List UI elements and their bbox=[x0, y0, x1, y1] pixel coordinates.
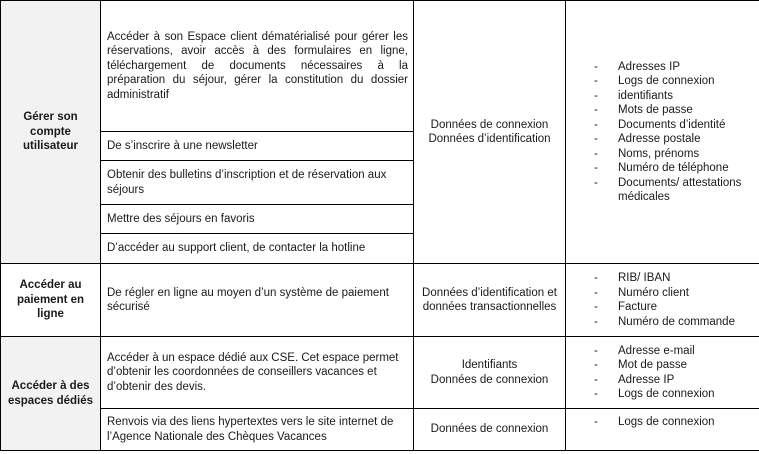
list-item: - Logs de connexion bbox=[594, 387, 759, 402]
data-category-cell: Identifiants Données de connexion bbox=[414, 337, 566, 409]
list-item: - Documents d’identité bbox=[594, 118, 759, 133]
activity-cell: De régler en ligne au moyen d’un système de paiement sécurisé bbox=[101, 264, 414, 337]
activity-cell: Mettre des séjours en favoris bbox=[101, 205, 414, 234]
table-row bbox=[1, 264, 759, 337]
data-items-list bbox=[566, 271, 759, 329]
list-item: - Documents/ attestations médicales bbox=[594, 176, 759, 205]
data-items-list bbox=[566, 344, 759, 402]
data-category-cell: Données de connexion bbox=[414, 409, 566, 451]
data-category-cell: Données d’identification et données transactionnelles bbox=[414, 264, 566, 337]
data-items-list bbox=[566, 415, 759, 430]
activity-cell: Accéder à son Espace client dématérialisé pour gérer les réservations, avoir accès à des formulaires en ligne, téléchargement de documents nécessaires à la préparation du séjour, gérer la constitution du dossier administratif bbox=[101, 1, 414, 132]
table-row bbox=[1, 1, 759, 132]
data-items-list bbox=[566, 60, 759, 205]
data-items-cell bbox=[566, 1, 759, 264]
activity-cell: Renvois via des liens hypertextes vers le site internet de l’Agence Nationale des Chèques Vacances bbox=[101, 409, 414, 451]
data-items-cell bbox=[566, 337, 759, 409]
activity-cell: De s’inscrire à une newsletter bbox=[101, 132, 414, 161]
list-item: - Noms, prénoms bbox=[594, 147, 759, 162]
purpose-cell: Accéder à des espaces dédiés bbox=[1, 337, 101, 451]
list-item: - Adresse postale bbox=[594, 132, 759, 147]
list-item: - RIB/ IBAN bbox=[594, 271, 759, 286]
data-category-cell: Données de connexion Données d’identification bbox=[414, 1, 566, 264]
list-item: - Numéro de commande bbox=[594, 315, 759, 330]
activity-cell: Obtenir des bulletins d’inscription et de réservation aux séjours bbox=[101, 161, 414, 205]
list-item: - Adresse e-mail bbox=[594, 344, 759, 359]
data-items-cell bbox=[566, 409, 759, 451]
table-row bbox=[1, 409, 759, 451]
list-item: - Logs de connexion bbox=[594, 415, 759, 430]
list-item: - Logs de connexion bbox=[594, 74, 759, 89]
activity-cell: Accéder à un espace dédié aux CSE. Cet espace permet d’obtenir les coordonnées de conseillers vacances et d’obtenir des devis. bbox=[101, 337, 414, 409]
activity-cell: D’accéder au support client, de contacter la hotline bbox=[101, 234, 414, 264]
list-item: - Facture bbox=[594, 300, 759, 315]
list-item: - Numéro client bbox=[594, 286, 759, 301]
table-row bbox=[1, 337, 759, 409]
list-item: - Mot de passe bbox=[594, 358, 759, 373]
list-item: - Adresse IP bbox=[594, 373, 759, 388]
list-item: - Mots de passe bbox=[594, 103, 759, 118]
list-item: - Numéro de téléphone bbox=[594, 161, 759, 176]
data-items-cell bbox=[566, 264, 759, 337]
purpose-cell: Gérer son compte utilisateur bbox=[1, 1, 101, 264]
purpose-cell: Accéder au paiement en ligne bbox=[1, 264, 101, 337]
list-item: - identifiants bbox=[594, 89, 759, 104]
list-item: - Adresses IP bbox=[594, 60, 759, 75]
